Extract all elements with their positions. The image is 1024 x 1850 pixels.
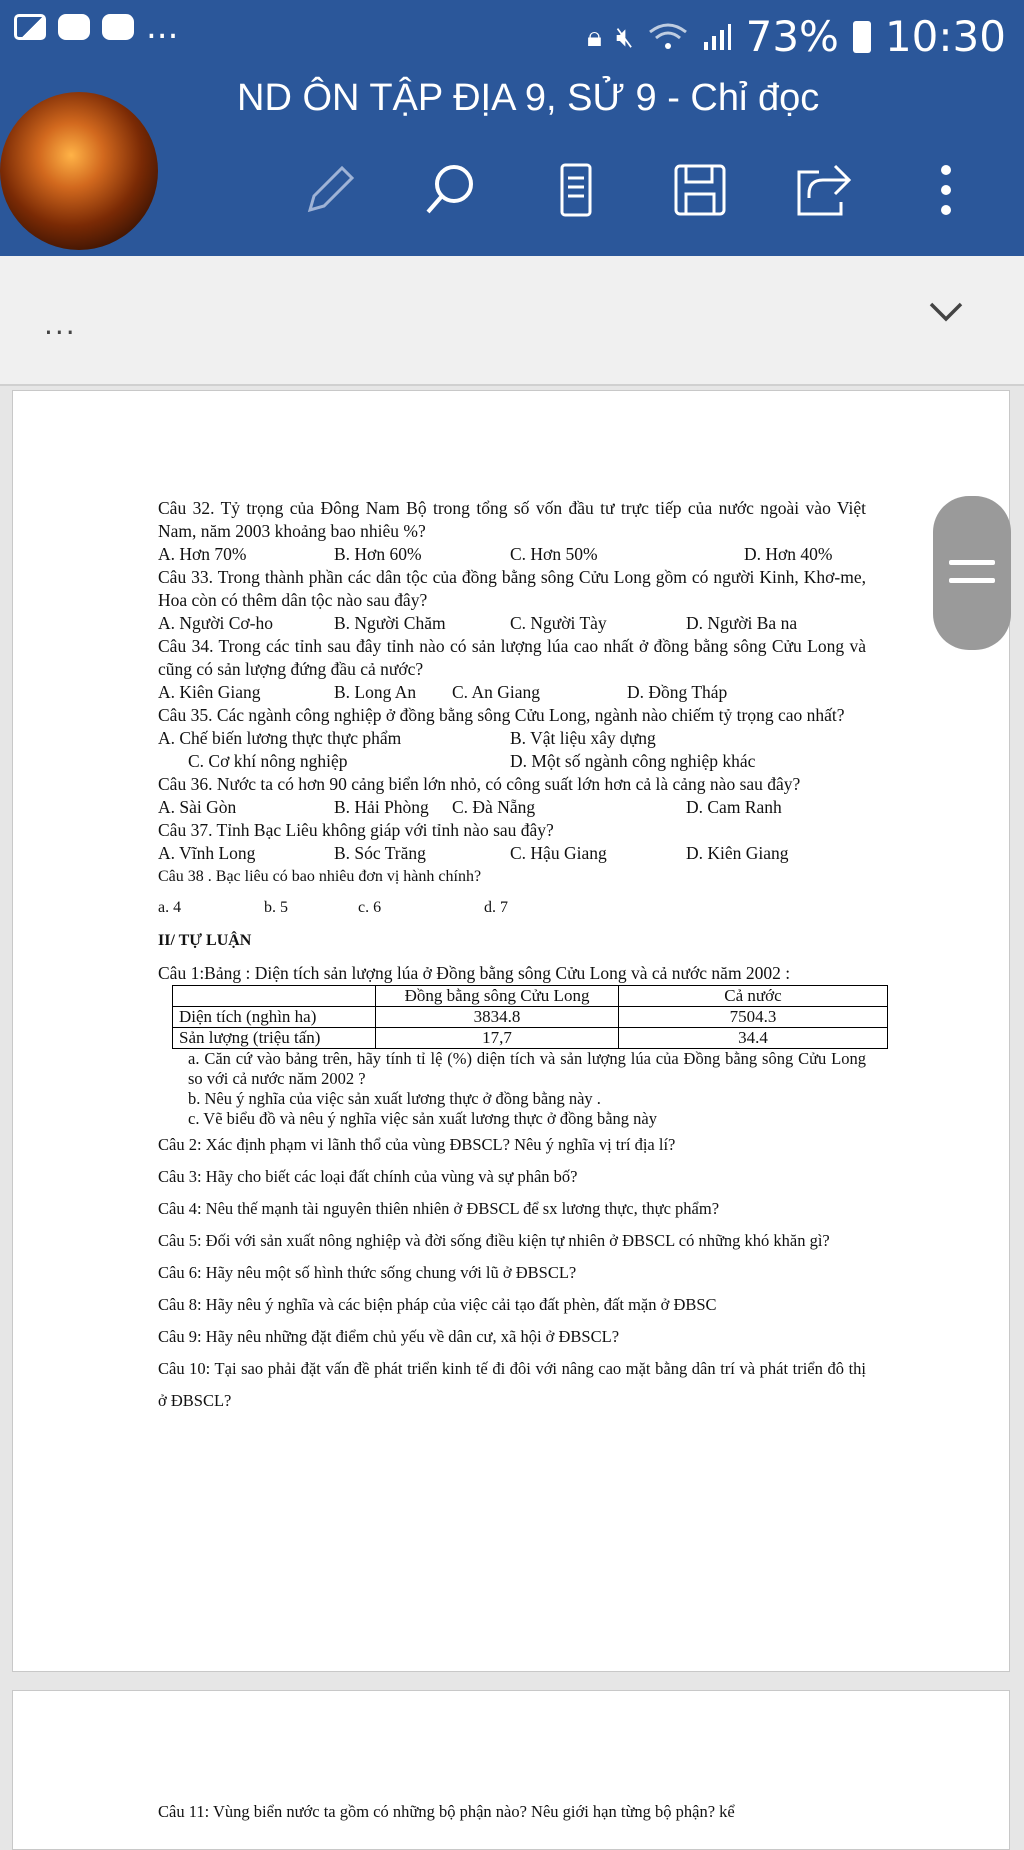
youtube-notification-icon-2: [102, 14, 134, 40]
q33-option-b: B. Người Chăm: [334, 613, 446, 633]
q36-option-d: D. Cam Ranh: [686, 797, 782, 817]
document-page-2: [12, 1690, 1010, 1850]
q35-option-c: C. Cơ khí nông nghiệp: [188, 751, 348, 771]
essay-question-1: Câu 1:Bảng : Diện tích sản lượng lúa ở Đồng bằng sông Cửu Long và cả nước năm 2002 :: [158, 963, 791, 983]
essay-question-11: Câu 11: Vùng biển nước ta gồm có những bộ phận nào? Nêu giới hạn từng bộ phận? kể: [158, 1802, 735, 1821]
table-cell: 7504.3: [619, 1007, 888, 1028]
q36-option-c: C. Đà Nẵng: [452, 797, 536, 817]
save-icon: [672, 162, 728, 218]
app-bar: [0, 76, 1024, 256]
more-options-button[interactable]: [914, 158, 978, 222]
mute-icon: 🔇︎: [615, 19, 634, 53]
question-36-options: [158, 796, 866, 819]
q33-option-d: D. Người Ba na: [686, 613, 798, 633]
document-title: ND ÔN TẬP ĐỊA 9, SỬ 9 - Chỉ đọc: [237, 77, 820, 119]
share-button[interactable]: [792, 158, 856, 222]
table-header-cell: Cả nước: [619, 986, 888, 1007]
question-34: Câu 34. Trong các tỉnh sau đây tỉnh nào có sản lượng lúa cao nhất ở đồng bằng sông Cửu Long và cũng có sản lượng đứng đầu cả nước?: [158, 636, 866, 679]
chevron-down-icon[interactable]: [928, 300, 964, 324]
ribbon-more-button[interactable]: ...: [44, 308, 77, 341]
q33-option-c: C. Người Tày: [510, 613, 607, 633]
question-38-options: [158, 896, 866, 919]
q34-option-b: B. Long An: [334, 682, 417, 702]
q36-option-b: B. Hải Phòng: [334, 797, 429, 817]
share-icon: [795, 162, 853, 218]
table-header-row: [173, 986, 888, 1007]
q38-option-a: a. 4: [158, 899, 182, 916]
battery-percent: 73%: [745, 12, 839, 61]
question-33-options: [158, 612, 866, 635]
essay-question-10: Câu 10: Tại sao phải đặt vấn đề phát triển kinh tế đi đôi với nâng cao mặt bằng dân trí và phát triển đô thị ở ĐBSCL?: [158, 1359, 866, 1410]
edit-button[interactable]: [298, 158, 362, 222]
reading-view-button[interactable]: [544, 158, 608, 222]
table-row: [173, 1028, 888, 1049]
essay-question-3: Câu 3: Hãy cho biết các loại đất chính của vùng và sự phân bố?: [158, 1167, 578, 1186]
battery-icon: [853, 21, 871, 53]
table-row: [173, 1007, 888, 1028]
essay-question-2: Câu 2: Xác định phạm vi lãnh thổ của vùng ĐBSCL? Nêu ý nghĩa vị trí địa lí?: [158, 1135, 676, 1154]
essay-question-9: Câu 9: Hãy nêu những đặt điểm chủ yếu về dân cư, xã hội ở ĐBSCL?: [158, 1327, 620, 1346]
gallery-notification-icon: [14, 14, 46, 40]
question-37-options: [158, 842, 866, 865]
q34-option-a: A. Kiên Giang: [158, 682, 261, 702]
essay-question-5: Câu 5: Đối với sản xuất nông nghiệp và đời sống điều kiện tự nhiên ở ĐBSCL có những khó khăn gì?: [158, 1231, 830, 1250]
essay-1-item-b: b. Nêu ý nghĩa của việc sản xuất lương thực ở đồng bằng này .: [188, 1089, 601, 1108]
table-cell: 34.4: [619, 1028, 888, 1049]
q35-option-a: A. Chế biến lương thực thực phẩm: [158, 728, 402, 748]
essay-1-item-c: c. Vẽ biểu đồ và nêu ý nghĩa việc sản xuất lương thực ở đồng bằng này: [188, 1109, 657, 1128]
lock-icon: 🔒︎: [587, 19, 602, 53]
rice-data-table: [172, 985, 888, 1049]
ribbon-bar: [0, 256, 1024, 386]
table-header-cell: Đồng bằng sông Cửu Long: [376, 986, 619, 1007]
essay-questions: [158, 1129, 866, 1417]
question-32-options: [158, 543, 866, 566]
clock: 10:30: [884, 12, 1006, 61]
q33-option-a: A. Người Cơ-ho: [158, 613, 274, 633]
question-32: Câu 32. Tỷ trọng của Đông Nam Bộ trong tổng số vốn đầu tư trực tiếp của nước ngoài vào Việt Nam, năm 2003 khoảng bao nhiêu %?: [158, 498, 866, 541]
signal-icon: [702, 22, 732, 52]
table-cell: 3834.8: [376, 1007, 619, 1028]
essay-question-8: Câu 8: Hãy nêu ý nghĩa và các biện pháp của việc cải tạo đất phèn, đất mặn ở ĐBSC: [158, 1295, 717, 1314]
essay-question-6: Câu 6: Hãy nêu một số hình thức sống chung với lũ ở ĐBSCL?: [158, 1263, 577, 1282]
q34-option-c: C. An Giang: [452, 682, 540, 702]
document-content: [158, 497, 866, 1417]
q34-option-d: D. Đồng Tháp: [627, 682, 728, 702]
question-35: Câu 35. Các ngành công nghiệp ở đồng bằng sông Cửu Long, ngành nào chiếm tỷ trọng cao nhất?: [158, 705, 845, 725]
more-notifications: ...: [146, 7, 179, 47]
table-header-cell: [173, 986, 376, 1007]
q32-option-c: C. Hơn 50%: [510, 544, 598, 564]
q32-option-b: B. Hơn 60%: [334, 544, 422, 564]
q38-option-c: c. 6: [358, 899, 382, 916]
youtube-notification-icon: [58, 14, 90, 40]
save-button[interactable]: [668, 158, 732, 222]
q37-option-d: D. Kiên Giang: [686, 843, 789, 863]
scroll-grip-line: [949, 578, 995, 583]
question-36: Câu 36. Nước ta có hơn 90 cảng biển lớn nhỏ, có công suất lớn hơn cả là cảng nào sau đây?: [158, 774, 801, 794]
q32-option-a: A. Hơn 70%: [158, 544, 247, 564]
q35-option-d: D. Một số ngành công nghiệp khác: [510, 751, 756, 771]
q35-option-b: B. Vật liệu xây dựng: [510, 728, 656, 748]
question-33: Câu 33. Trong thành phần các dân tộc của đồng bằng sông Cửu Long gồm có người Kinh, Khơ-me, Hoa còn có thêm dân tộc nào sau đây?: [158, 567, 866, 610]
q37-option-b: B. Sóc Trăng: [334, 843, 426, 863]
question-34-options: [158, 681, 866, 704]
q38-option-d: d. 7: [484, 899, 508, 916]
q36-option-a: A. Sài Gòn: [158, 797, 237, 817]
search-icon: [420, 160, 480, 220]
question-38: Câu 38 . Bạc liêu có bao nhiêu đơn vị hành chính?: [158, 868, 482, 885]
essay-question-4: Câu 4: Nêu thế mạnh tài nguyên thiên nhiên ở ĐBSCL để sx lương thực, thực phẩm?: [158, 1199, 720, 1218]
question-35-options-row2: [158, 750, 866, 773]
table-cell: Sản lượng (triệu tấn): [173, 1028, 376, 1049]
table-cell: 17,7: [376, 1028, 619, 1049]
wifi-icon: [648, 22, 688, 52]
q37-option-c: C. Hậu Giang: [510, 843, 607, 863]
avatar[interactable]: [0, 92, 158, 250]
fast-scroll-handle[interactable]: [933, 496, 1011, 650]
status-bar: [0, 0, 1024, 76]
essay-1-item-a: a. Căn cứ vào bảng trên, hãy tính tỉ lệ (%) diện tích và sản lượng lúa của Đồng bằng sông Cửu Long so với cả nước năm 2002 ?: [188, 1049, 866, 1088]
q37-option-a: A. Vĩnh Long: [158, 843, 256, 863]
reading-view-icon: [556, 162, 596, 218]
table-cell: Diện tích (nghìn ha): [173, 1007, 376, 1028]
search-button[interactable]: [418, 158, 482, 222]
question-37: Câu 37. Tỉnh Bạc Liêu không giáp với tỉnh nào sau đây?: [158, 820, 554, 840]
section-heading: II/ TỰ LUẬN: [158, 932, 252, 949]
essay-question-1-items: [158, 1049, 866, 1129]
scroll-grip-line: [949, 560, 995, 565]
q38-option-b: b. 5: [264, 899, 288, 916]
question-35-options-row1: [158, 727, 866, 750]
q32-option-d: D. Hơn 40%: [744, 544, 833, 564]
pencil-icon: [302, 162, 358, 218]
more-vertical-icon: [936, 162, 956, 218]
